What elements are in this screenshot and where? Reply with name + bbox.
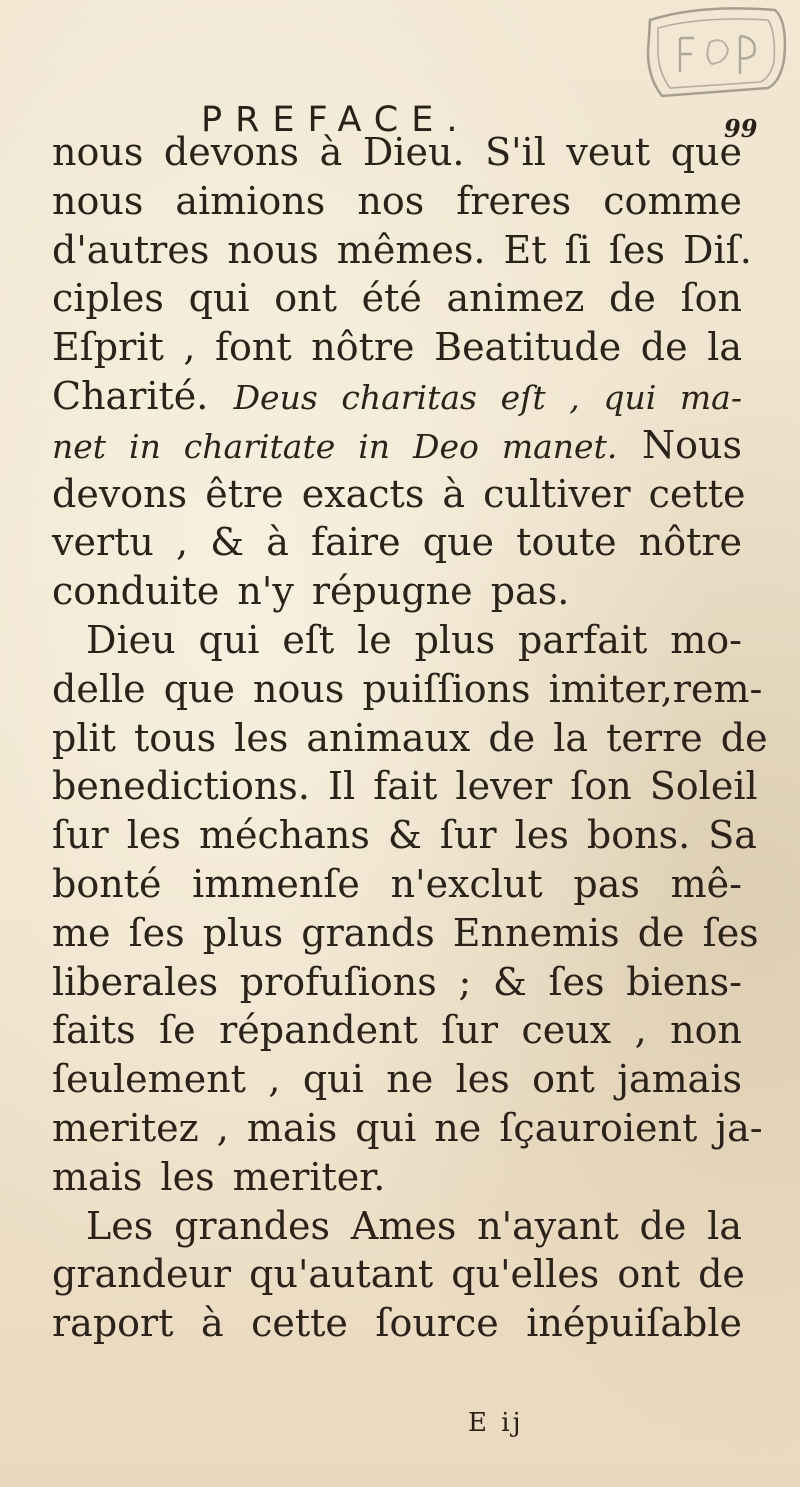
text-line: devons être exacts à cultiver cette: [52, 471, 746, 516]
text-line: ſur les méchans & ſur les bons. Sa: [52, 813, 757, 858]
text-line: ſeulement , qui ne les ont jamais: [52, 1057, 742, 1102]
latin-quote-part1: Deus charitas eſt , qui ma-: [233, 377, 742, 417]
text-line: bonté immenſe n'exclut pas mê-: [52, 861, 742, 906]
text-line-with-quote: [52, 372, 742, 421]
text-line: delle que nous puiſſions imiter,rem-: [52, 666, 763, 711]
text-line: liberales profuſions ; & ſes biens-: [52, 959, 742, 1004]
paragraph-start-line: Dieu qui eſt le plus parfait mo-: [86, 617, 742, 662]
text-line: mais les meriter.: [52, 1154, 386, 1199]
paragraph-start-line: Les grandes Ames n'ayant de la: [86, 1203, 742, 1248]
text-line: d'autres nous mêmes. Et ſi ſes Diſ.: [52, 227, 752, 272]
signature-mark: E ij: [468, 1408, 524, 1438]
text-run: Charité.: [52, 373, 234, 418]
text-line: vertu , & à faire que toute nôtre: [52, 520, 742, 565]
running-title: PREFACE.: [201, 100, 471, 140]
text-run: Nous: [617, 422, 742, 467]
text-line-with-quote: [52, 421, 742, 470]
text-line: me ſes plus grands Ennemis de ſes: [52, 910, 759, 955]
text-line: benedictions. Il fait lever ſon Soleil: [52, 764, 758, 809]
text-line: ciples qui ont été animez de ſon: [52, 276, 742, 321]
text-line: nous aimions nos freres comme: [52, 178, 742, 223]
text-line: meritez , mais qui ne ſçauroient ja-: [52, 1105, 763, 1150]
text-line: grandeur qu'autant qu'elles ont de: [52, 1252, 745, 1297]
text-line: conduite n'y répugne pas.: [52, 569, 570, 614]
text-line: raport à cette ſource inépuiſable: [52, 1301, 742, 1346]
page-number: 99: [724, 114, 758, 143]
text-line: Eſprit , font nôtre Beatitude de la: [52, 325, 742, 370]
text-line: nous devons à Dieu. S'il veut que: [52, 130, 742, 174]
latin-quote-part2: net in charitate in Deo manet.: [52, 426, 618, 466]
library-stamp-icon: [640, 2, 790, 98]
text-line: faits ſe répandent ſur ceux , non: [52, 1008, 742, 1053]
text-line: plit tous les animaux de la terre de: [52, 715, 768, 760]
